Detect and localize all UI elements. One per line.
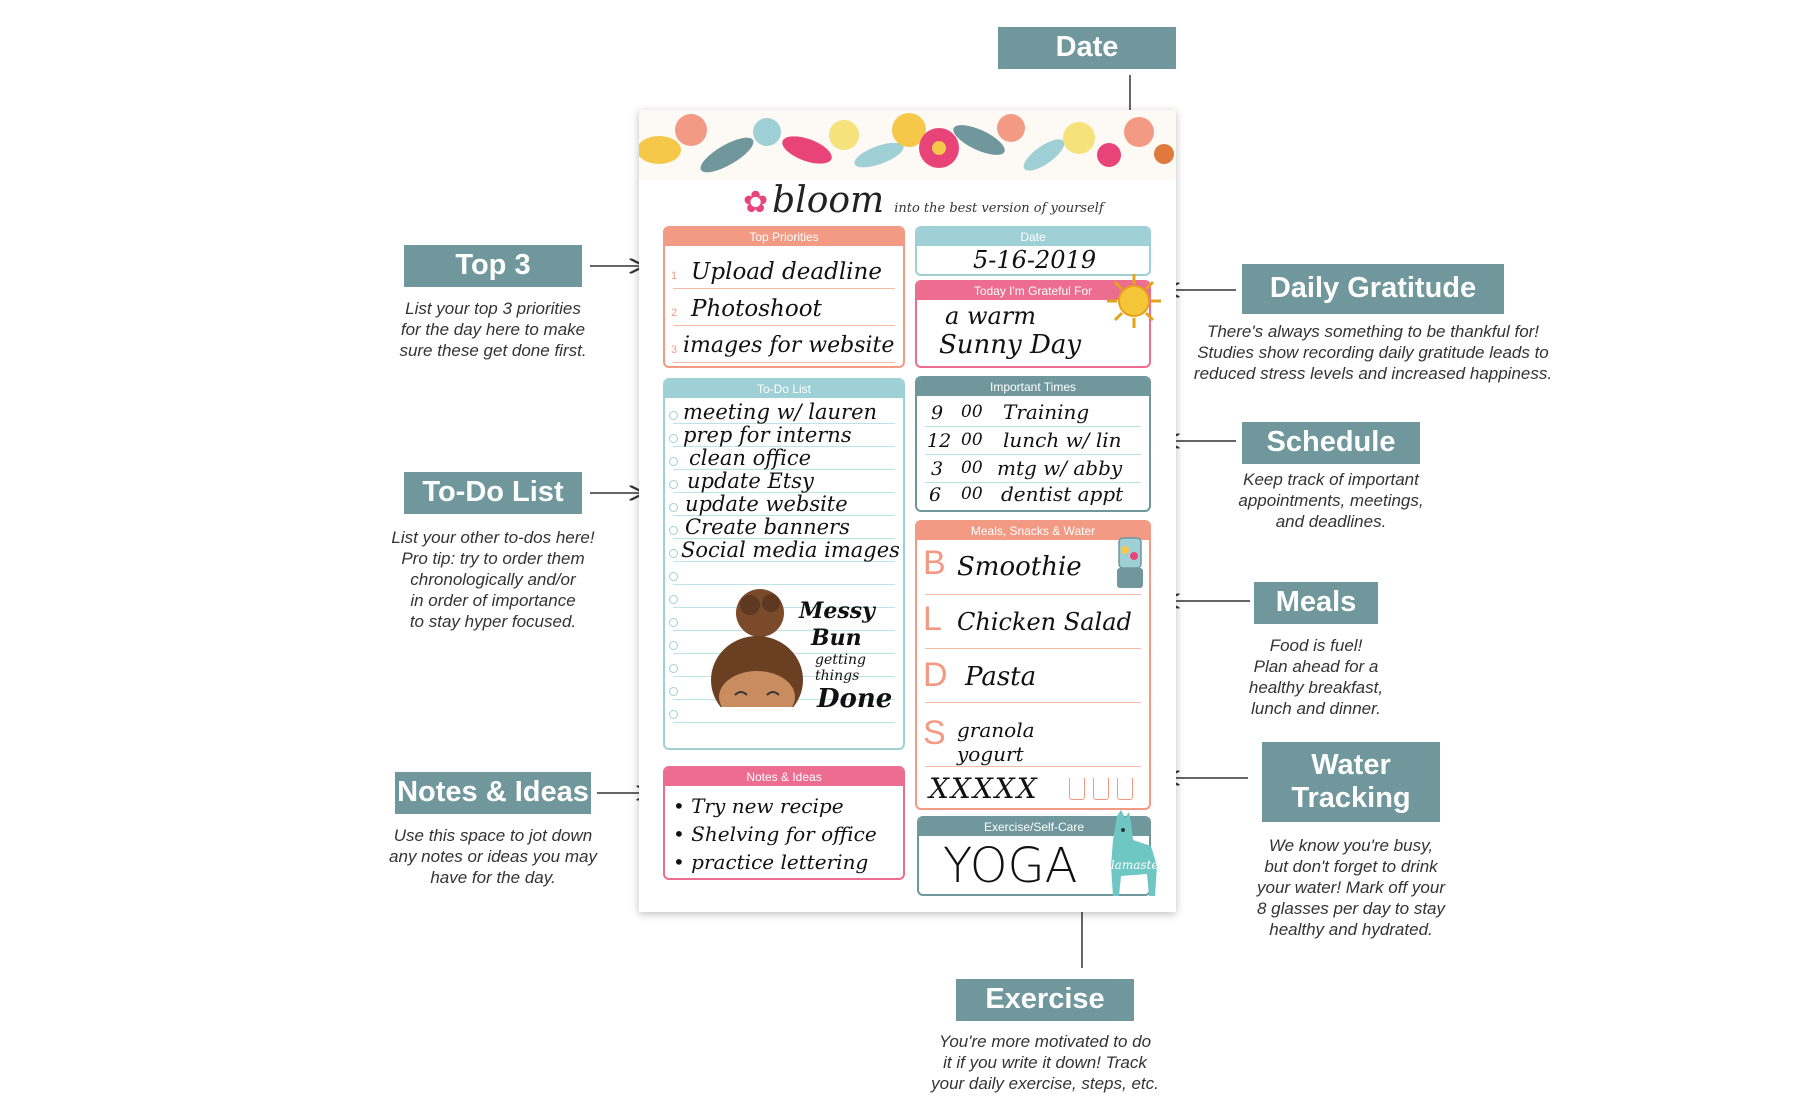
meals-box [915, 520, 1151, 810]
flower-icon: ✿ [743, 185, 769, 220]
meal-letter: S [923, 714, 946, 752]
planner-sheet [639, 110, 1176, 912]
priority-item: Upload deadline [691, 259, 882, 285]
important-times-box [915, 376, 1151, 512]
grateful-line: Sunny Day [939, 330, 1082, 360]
exercise-heading: Exercise/Self-Care [919, 818, 1149, 836]
time-hour: 9 [931, 402, 944, 424]
time-event: lunch w/ lin [1003, 428, 1122, 452]
top3-label: Top 3 [404, 245, 582, 287]
todo-label: To-Do List [404, 472, 582, 514]
todo-item: Social media images [681, 538, 900, 562]
note-item: • Try new recipe [673, 794, 844, 818]
doodle-text: Done [817, 684, 893, 714]
meals-label: Meals [1254, 582, 1378, 624]
doodle-text: Messy [799, 598, 875, 624]
meal-text: Chicken Salad [957, 608, 1132, 636]
top-priorities-heading: Top Priorities [665, 228, 903, 246]
meal-text: granola yogurt [957, 718, 1035, 766]
meal-letter: B [923, 544, 946, 582]
important-times-heading: Important Times [917, 378, 1149, 396]
todo-item: meeting w/ lauren [683, 400, 878, 424]
meals-description: Food is fuel! Plan ahead for a healthy breakfast, lunch and dinner. [1248, 636, 1384, 718]
todo-box [663, 378, 905, 750]
water-glass [1093, 778, 1109, 800]
exercise-label: Exercise [956, 979, 1134, 1021]
top-priorities-box [663, 226, 905, 368]
time-hour: 3 [931, 458, 944, 480]
notes-box [663, 766, 905, 880]
water-glass [1117, 778, 1133, 800]
brand-tagline: into the best version of yourself [894, 201, 1104, 216]
time-event: mtg w/ abby [997, 456, 1123, 480]
priority-item: images for website [683, 333, 895, 358]
gratitude-description: There's always something to be thankful for! Studies show recording daily gratitude leads to reduced stress levels and increased happiness. [1193, 322, 1553, 383]
meals-heading: Meals, Snacks & Water [917, 522, 1149, 540]
priority-item: Photoshoot [691, 296, 822, 322]
todo-item: update Etsy [687, 469, 814, 493]
messy-bun-girl-illustration [705, 585, 805, 710]
time-hour: 12 [927, 430, 952, 452]
doodle-text: things [815, 668, 860, 684]
schedule-description: Keep track of important appointments, meetings, and deadlines. [1238, 470, 1424, 531]
time-minute: 00 [961, 484, 983, 504]
time-event: Training [1003, 400, 1090, 424]
brand-logo [743, 180, 1104, 228]
notes-description: Use this space to jot down any notes or ideas you may have for the day. [389, 826, 597, 887]
time-minute: 00 [961, 458, 983, 478]
meal-text: Pasta [965, 662, 1037, 692]
water-description: We know you're busy, but don't forget to drink your water! Mark off your 8 glasses per day to stay healthy and hydrated. [1256, 836, 1446, 939]
exercise-description: You're more motivated to do it if you write it down! Track your daily exercise, steps, etc. [931, 1032, 1159, 1093]
date-label: Date [998, 27, 1176, 69]
water-label: Water Tracking [1262, 742, 1440, 822]
notes-heading: Notes & Ideas [665, 768, 903, 786]
meal-letter: L [923, 600, 942, 638]
todo-item: clean office [689, 446, 812, 470]
meal-letter: D [923, 656, 948, 694]
notes-label: Notes & Ideas [395, 772, 591, 814]
water-marks: XXXXX [929, 772, 1039, 805]
meal-text: Smoothie [957, 552, 1082, 582]
water-glass [1069, 778, 1085, 800]
doodle-text: Bun [811, 625, 862, 651]
date-heading: Date [917, 228, 1149, 246]
time-hour: 6 [929, 484, 942, 506]
gratitude-label: Daily Gratitude [1242, 264, 1504, 314]
date-value: 5-16-2019 [973, 246, 1097, 274]
time-event: dentist appt [1001, 482, 1124, 506]
top3-description: List your top 3 priorities for the day here to make sure these get done first. [399, 299, 587, 360]
blender-icon [1113, 534, 1147, 594]
priority-number: 2 [671, 307, 678, 319]
todo-heading: To-Do List [665, 380, 903, 398]
exercise-value: YOGA [943, 838, 1078, 894]
doodle-text: getting [815, 652, 866, 668]
grateful-line: a warm [945, 302, 1037, 330]
time-minute: 00 [961, 430, 983, 450]
note-item: • practice lettering [673, 850, 869, 874]
priority-number: 3 [671, 344, 678, 356]
grateful-heading: Today I'm Grateful For [917, 282, 1149, 300]
todo-item: Create banners [685, 515, 850, 539]
note-item: • Shelving for office [673, 822, 877, 846]
todo-description: List your other to-dos here! Pro tip: try to order them chronologically and/or in order of importance to stay hyper focused. [391, 528, 595, 631]
sun-icon [1105, 272, 1163, 330]
date-box [915, 226, 1151, 276]
todo-item: update website [685, 492, 848, 516]
time-minute: 00 [961, 402, 983, 422]
brand-name: bloom [772, 180, 885, 221]
schedule-label: Schedule [1242, 422, 1420, 464]
priority-number: 1 [671, 270, 678, 282]
todo-item: prep for interns [683, 423, 852, 447]
llama-icon [1099, 810, 1163, 902]
llama-text: llamaste [1107, 858, 1159, 872]
floral-header-illustration [639, 110, 1176, 180]
